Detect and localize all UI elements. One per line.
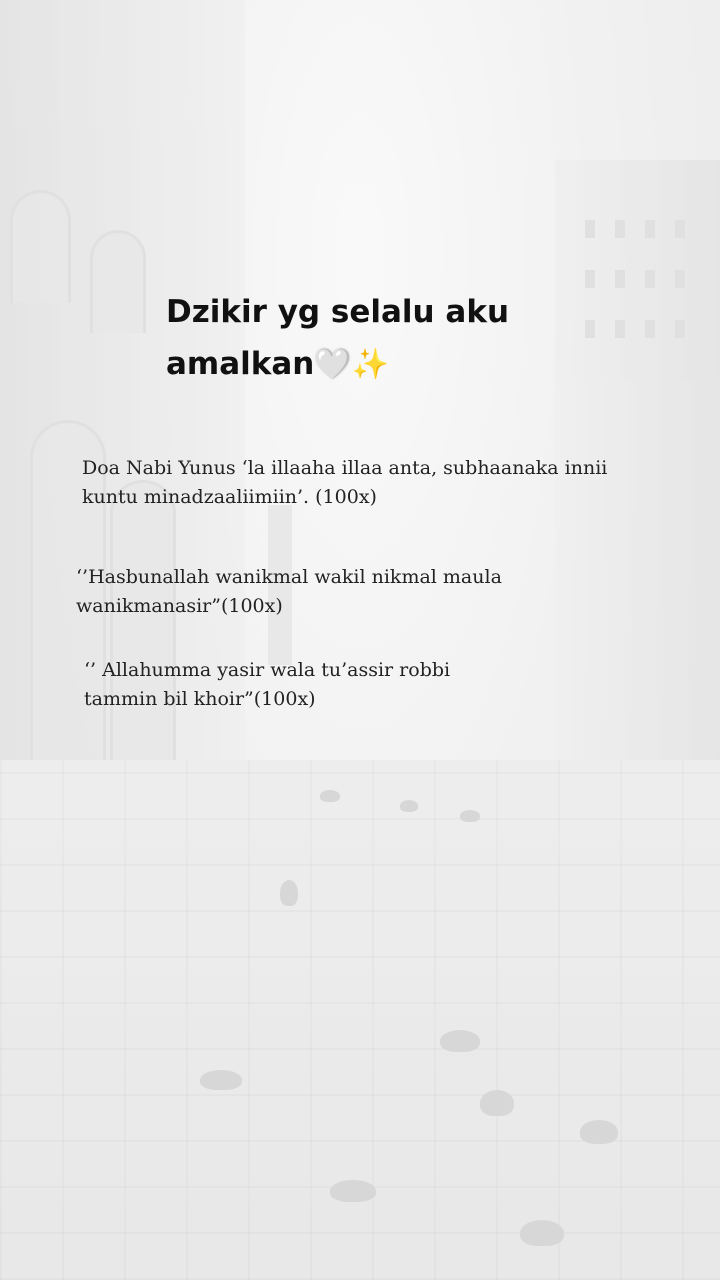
- dzikir-line: ‘’Hasbunallah wanikmal wakil nikmal maula: [76, 566, 502, 588]
- dzikir-line: wanikmanasir”(100x): [76, 595, 283, 617]
- dzikir-line: kuntu minadzaaliimiin’. (100x): [82, 486, 377, 508]
- white-heart-icon: 🤍: [314, 347, 352, 382]
- title-line-2: [166, 338, 586, 391]
- title-line-1: Dzikir yg selalu aku: [166, 294, 510, 330]
- dzikir-item-3: [84, 656, 450, 714]
- dzikir-line: tammin bil khoir”(100x): [84, 688, 316, 710]
- sparkles-icon: ✨: [351, 347, 390, 382]
- story-title: [166, 286, 586, 391]
- dzikir-item-1: [82, 454, 607, 512]
- dzikir-line: Doa Nabi Yunus ‘la illaaha illaa anta, subhaanaka innii: [82, 457, 608, 479]
- dzikir-item-2: [76, 563, 502, 621]
- dzikir-line: ‘’ Allahumma yasir wala tu’assir robbi: [84, 659, 451, 681]
- title-line-2-text: amalkan: [166, 346, 315, 382]
